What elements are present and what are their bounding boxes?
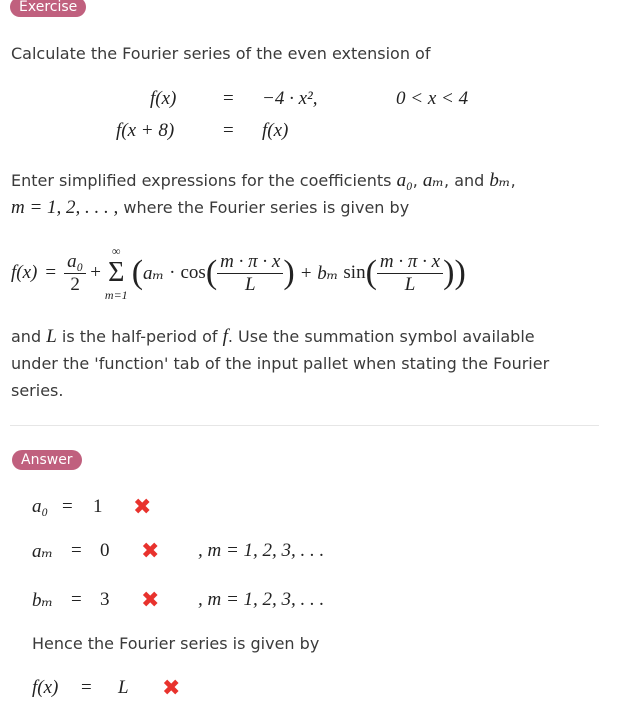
instruction-line-2 bbox=[11, 194, 409, 221]
outer-rparen: ) bbox=[454, 254, 466, 291]
cos-frac-num: m · π · x bbox=[217, 251, 283, 274]
after-line-3: series. bbox=[11, 381, 64, 400]
bm-label: bₘ bbox=[32, 590, 54, 611]
after-summation: . Use the summation symbol available bbox=[227, 327, 535, 346]
fx-input[interactable]: L bbox=[118, 677, 129, 698]
bm-wrong-icon: ✖ bbox=[141, 588, 160, 613]
fx-wrong-icon: ✖ bbox=[162, 676, 181, 701]
frac-two: 2 bbox=[70, 273, 80, 295]
after-halfperiod: is the half-period of bbox=[61, 327, 218, 346]
summation bbox=[105, 244, 128, 302]
sin-frac-num: m · π · x bbox=[377, 251, 443, 274]
am-wrong-icon: ✖ bbox=[141, 539, 160, 564]
am-range: , m = 1, 2, 3, . . . bbox=[198, 540, 325, 561]
bm-range: , m = 1, 2, 3, . . . bbox=[198, 589, 325, 610]
sum-bottom: m=1 bbox=[104, 288, 128, 302]
instr-a0: a₀ bbox=[396, 170, 413, 191]
a0-wrong-icon: ✖ bbox=[133, 495, 152, 520]
instr-am: aₘ bbox=[422, 170, 445, 191]
cos-lparen: ( bbox=[205, 254, 218, 291]
fourier-formula bbox=[11, 238, 466, 308]
sin-rparen: ) bbox=[443, 254, 455, 291]
cos-rparen: ) bbox=[283, 254, 295, 291]
instr-text: Enter simplified expressions for the coefficients bbox=[11, 171, 392, 190]
bm-equals: = bbox=[71, 589, 82, 610]
def-lhs-1: f(x) bbox=[150, 88, 177, 109]
exercise-badge: Exercise bbox=[10, 0, 86, 17]
section-divider bbox=[10, 425, 599, 426]
outer-lparen: ( bbox=[131, 254, 144, 291]
a0-equals: = bbox=[62, 496, 73, 517]
cos-frac-den: L bbox=[244, 273, 256, 295]
instr-m-range: m = 1, 2, . . . , bbox=[11, 197, 119, 218]
sin-frac-den: L bbox=[404, 273, 416, 295]
a0-input[interactable]: 1 bbox=[93, 496, 103, 517]
instr-bm: bₘ bbox=[489, 170, 511, 191]
intro-text: Calculate the Fourier series of the even extension of bbox=[11, 44, 431, 63]
fx-label: f(x) bbox=[32, 677, 59, 698]
bm-input[interactable]: 3 bbox=[100, 589, 110, 610]
formula-plus-bm: + bₘ bbox=[299, 262, 339, 284]
a0-label: a₀ bbox=[32, 496, 49, 517]
def-condition: 0 < x < 4 bbox=[396, 88, 469, 109]
formula-dot: · bbox=[169, 262, 176, 283]
formula-am: aₘ bbox=[143, 262, 165, 284]
sum-top: ∞ bbox=[112, 244, 121, 258]
frac-a0: a₀ bbox=[64, 251, 86, 274]
answer-badge: Answer bbox=[12, 450, 82, 470]
fx-equals: = bbox=[81, 677, 92, 698]
sin-fraction bbox=[377, 251, 443, 296]
sum-sigma: Σ bbox=[108, 257, 125, 288]
after-L: L bbox=[46, 326, 57, 347]
instr-and: , and bbox=[444, 171, 485, 190]
sin-lparen: ( bbox=[365, 254, 377, 291]
def-rhs-2: f(x) bbox=[262, 120, 289, 141]
formula-eq: = bbox=[45, 262, 57, 283]
def-lhs-2: f(x + 8) bbox=[116, 120, 175, 141]
am-equals: = bbox=[71, 540, 82, 561]
formula-sin: sin bbox=[343, 262, 366, 283]
after-f: f bbox=[222, 326, 228, 347]
formula-cos: cos bbox=[180, 262, 206, 283]
am-label: aₘ bbox=[32, 541, 54, 562]
formula-lhs: f(x) bbox=[11, 262, 38, 283]
am-input[interactable]: 0 bbox=[100, 540, 110, 561]
def-rhs-1: −4 · x², bbox=[262, 88, 318, 109]
cos-fraction bbox=[217, 251, 283, 296]
after-line-2: under the 'function' tab of the input pallet when stating the Fourier bbox=[11, 354, 550, 373]
def-eq-1: = bbox=[223, 88, 234, 109]
after-and: and bbox=[11, 327, 42, 346]
formula-plus: + bbox=[90, 262, 101, 283]
after-line-1 bbox=[11, 323, 535, 350]
instr-text-2: where the Fourier series is given by bbox=[123, 198, 410, 217]
a0-over-2 bbox=[64, 251, 86, 296]
hence-text: Hence the Fourier series is given by bbox=[32, 634, 320, 653]
instruction-line-1: Enter simplified expressions for the coefficients a₀, aₘ, and bₘ, bbox=[11, 170, 516, 191]
def-eq-2: = bbox=[223, 120, 234, 141]
